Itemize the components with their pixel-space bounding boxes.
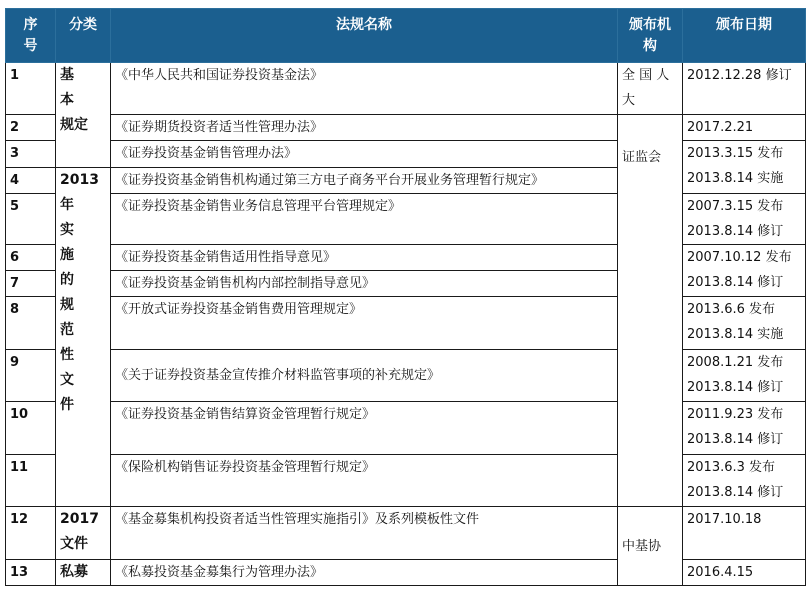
regulation-name: 《保险机构销售证券投资基金管理暂行规定》 xyxy=(111,455,618,507)
header-index: 序 号 xyxy=(6,9,56,63)
header-category: 分类 xyxy=(56,9,111,63)
issuer-amac: 中基协 xyxy=(618,507,683,586)
issue-date: 2013.3.15 发布 2013.8.14 实施 xyxy=(683,141,806,193)
issue-date: 2012.12.28 修订 xyxy=(683,63,806,115)
header-row xyxy=(6,9,806,63)
regulation-name: 《中华人民共和国证券投资基金法》 xyxy=(111,63,618,115)
table-row xyxy=(6,507,806,559)
issue-date: 2013.6.3 发布 2013.8.14 修订 xyxy=(683,455,806,507)
table-row xyxy=(6,141,806,167)
table-row xyxy=(6,455,806,507)
table-row xyxy=(6,559,806,585)
regulation-name: 《关于证券投资基金宣传推介材料监管事项的补充规定》 xyxy=(111,349,618,401)
row-number: 4 xyxy=(6,167,56,193)
issue-date: 2007.10.12 发布 2013.8.14 修订 xyxy=(683,245,806,297)
issue-date: 2013.6.6 发布 2013.8.14 实施 xyxy=(683,297,806,349)
category-2017: 2017 文件 xyxy=(56,507,111,559)
table-row xyxy=(6,245,806,271)
header-issuer: 颁布机 构 xyxy=(618,9,683,63)
table-row xyxy=(6,115,806,141)
issue-date: 2011.9.23 发布 2013.8.14 修订 xyxy=(683,401,806,454)
regulation-name: 《证券投资基金销售业务信息管理平台管理规定》 xyxy=(111,193,618,244)
regulation-name: 《证券投资基金销售结算资金管理暂行规定》 xyxy=(111,401,618,454)
row-number: 2 xyxy=(6,115,56,141)
category-private: 私募 xyxy=(56,559,111,585)
regulation-name: 《开放式证券投资基金销售费用管理规定》 xyxy=(111,297,618,349)
row-number: 6 xyxy=(6,245,56,271)
table-row xyxy=(6,401,806,454)
row-number: 1 xyxy=(6,63,56,115)
regulation-name: 《证券投资基金销售管理办法》 xyxy=(111,141,618,167)
regulation-name: 《基金募集机构投资者适当性管理实施指引》及系列模板性文件 xyxy=(111,507,618,559)
issuer-npc: 全 国 人 大 xyxy=(618,63,683,115)
regulation-name: 《证券投资基金销售适用性指导意见》 xyxy=(111,245,618,271)
row-number: 11 xyxy=(6,455,56,507)
row-number: 7 xyxy=(6,271,56,297)
table-row xyxy=(6,63,806,115)
issue-date: 2017.10.18 xyxy=(683,507,806,559)
regulation-name: 《私募投资基金募集行为管理办法》 xyxy=(111,559,618,585)
regulation-name: 《证券期货投资者适当性管理办法》 xyxy=(111,115,618,141)
issue-date: 2017.2.21 xyxy=(683,115,806,141)
row-number: 9 xyxy=(6,349,56,401)
row-number: 10 xyxy=(6,401,56,454)
table-row xyxy=(6,349,806,401)
category-normative-2013: 2013 年 实 施 的 规 范 性 文 件 xyxy=(56,167,111,507)
issuer-csrc: 证监会 xyxy=(618,115,683,507)
header-name: 法规名称 xyxy=(111,9,618,63)
row-number: 12 xyxy=(6,507,56,559)
regulation-name: 《证券投资基金销售机构内部控制指导意见》 xyxy=(111,271,618,297)
issue-date: 2016.4.15 xyxy=(683,559,806,585)
row-number: 13 xyxy=(6,559,56,585)
category-basic: 基 本 规定 xyxy=(56,63,111,168)
row-number: 3 xyxy=(6,141,56,167)
table-row xyxy=(6,297,806,349)
row-number: 5 xyxy=(6,193,56,244)
issue-date: 2008.1.21 发布 2013.8.14 修订 xyxy=(683,349,806,401)
row-number: 8 xyxy=(6,297,56,349)
table-row xyxy=(6,193,806,244)
header-date: 颁布日期 xyxy=(683,9,806,63)
regulation-name: 《证券投资基金销售机构通过第三方电子商务平台开展业务管理暂行规定》 xyxy=(111,167,618,193)
issue-date: 2007.3.15 发布 2013.8.14 修订 xyxy=(683,193,806,244)
regulation-table xyxy=(5,8,806,586)
